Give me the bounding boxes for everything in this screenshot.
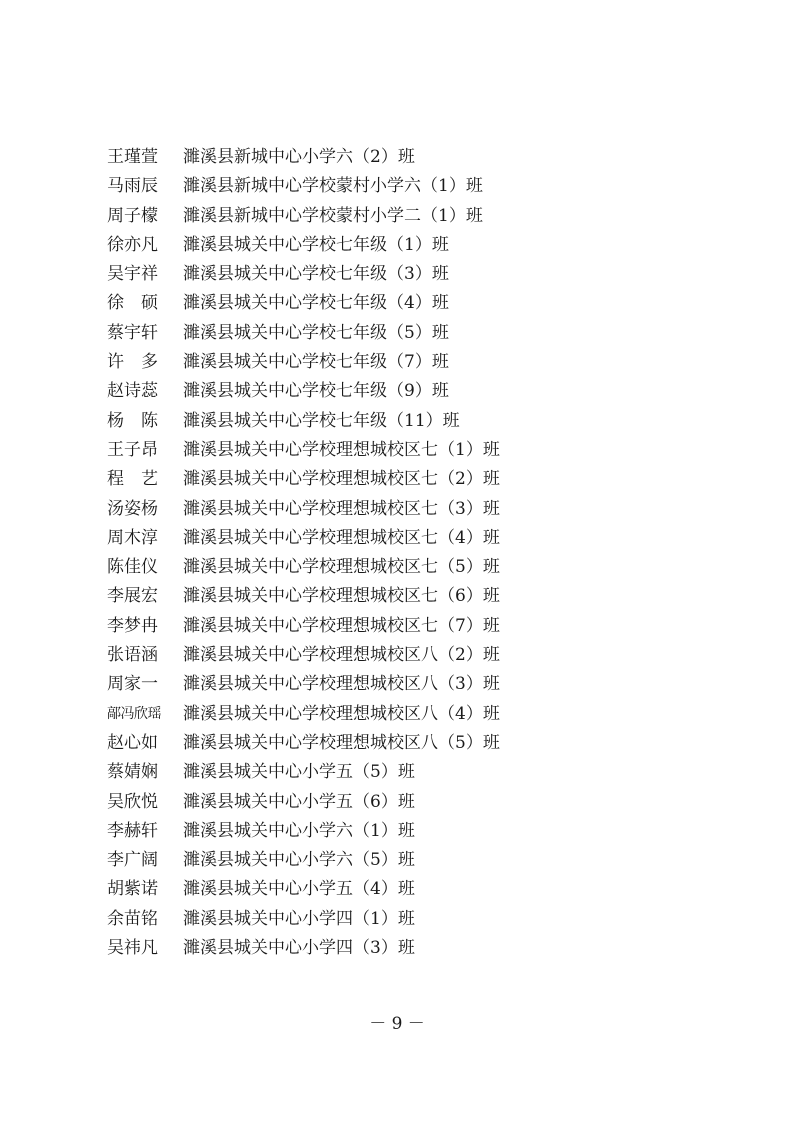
student-name: 王瑾萱 — [107, 147, 158, 167]
school-class: 濉溪县城关中心学校理想城校区七（7）班 — [183, 615, 500, 636]
list-item — [107, 260, 707, 289]
school-class: 濉溪县城关中心学校七年级（7）班 — [183, 352, 449, 373]
list-item — [107, 582, 707, 611]
school-class: 濉溪县城关中心小学五（4）班 — [183, 879, 415, 900]
list-item — [107, 289, 707, 318]
list-item — [107, 465, 707, 494]
student-name: 李广阔 — [107, 850, 158, 871]
list-item — [107, 202, 707, 231]
school-class: 濉溪县城关中心小学五（5）班 — [183, 762, 415, 783]
school-class: 濉溪县城关中心学校七年级（1）班 — [183, 234, 449, 255]
student-name: 杨 陈 — [107, 410, 158, 431]
list-item — [107, 377, 707, 406]
student-name: 蔡婧娴 — [107, 762, 158, 783]
school-class: 濉溪县城关中心学校理想城校区七（3）班 — [183, 498, 500, 519]
list-item — [107, 348, 707, 377]
student-name: 胡紫诺 — [107, 879, 158, 900]
student-name: 周木淳 — [107, 527, 158, 548]
school-class: 濉溪县城关中心学校理想城校区七（2）班 — [183, 469, 500, 490]
list-item — [107, 641, 707, 670]
student-name: 吴祎凡 — [107, 938, 158, 959]
list-item — [107, 934, 707, 963]
list-item — [107, 231, 707, 260]
list-item — [107, 495, 707, 524]
list-item — [107, 846, 707, 875]
school-class: 濉溪县城关中心学校七年级（5）班 — [183, 322, 449, 343]
student-name: 赵诗蕊 — [107, 381, 158, 402]
school-class: 濉溪县城关中心学校理想城校区八（2）班 — [183, 645, 500, 666]
student-name: 程 艺 — [107, 469, 158, 490]
list-item — [107, 553, 707, 582]
student-name: 吴宇祥 — [107, 264, 158, 285]
list-item — [107, 700, 707, 729]
student-name: 李梦冉 — [107, 615, 158, 636]
list-item — [107, 905, 707, 934]
school-class: 濉溪县城关中心小学四（3）班 — [183, 938, 415, 959]
student-name: 许 多 — [107, 352, 158, 373]
list-item — [107, 524, 707, 553]
student-name: 徐亦凡 — [107, 234, 158, 255]
student-name: 吴欣悦 — [107, 791, 158, 812]
page-number: － 9 － — [369, 1014, 425, 1034]
school-class: 濉溪县城关中心小学六（5）班 — [183, 850, 415, 871]
list-item — [107, 729, 707, 758]
school-class: 濉溪县城关中心小学六（1）班 — [183, 820, 415, 841]
school-class: 濉溪县城关中心学校理想城校区八（4）班 — [183, 703, 500, 724]
school-class: 濉溪县城关中心学校七年级（11）班 — [183, 410, 460, 431]
list-item — [107, 612, 707, 641]
school-class: 濉溪县城关中心学校七年级（4）班 — [183, 293, 449, 314]
student-name: 周子檬 — [107, 205, 158, 226]
school-class: 濉溪县城关中心学校理想城校区八（3）班 — [183, 674, 500, 695]
school-class: 濉溪县新城中心学校蒙村小学六（1）班 — [183, 176, 483, 197]
list-item — [107, 817, 707, 846]
school-class: 濉溪县新城中心小学六（2）班 — [183, 147, 415, 167]
school-class: 濉溪县城关中心学校理想城校区七（1）班 — [183, 439, 500, 460]
school-class: 濉溪县城关中心学校理想城校区七（5）班 — [183, 557, 500, 578]
school-class: 濉溪县城关中心学校七年级（3）班 — [183, 264, 449, 285]
school-class: 濉溪县城关中心小学五（6）班 — [183, 791, 415, 812]
school-class: 濉溪县城关中心学校理想城校区七（4）班 — [183, 527, 500, 548]
student-name: 李展宏 — [107, 586, 158, 607]
student-name: 赵心如 — [107, 732, 158, 753]
list-item — [107, 788, 707, 817]
list-item — [107, 172, 707, 201]
student-name: 余苗铭 — [107, 908, 158, 929]
list-item — [107, 143, 707, 172]
student-name: 鄗冯欣瑶 — [107, 705, 161, 722]
school-class: 濉溪县新城中心学校蒙村小学二（1）班 — [183, 205, 483, 226]
school-class: 濉溪县城关中心小学四（1）班 — [183, 908, 415, 929]
school-class: 濉溪县城关中心学校理想城校区八（5）班 — [183, 732, 500, 753]
school-class: 濉溪县城关中心学校理想城校区七（6）班 — [183, 586, 500, 607]
list-item — [107, 436, 707, 465]
list-item — [107, 407, 707, 436]
student-name: 汤姿杨 — [107, 498, 158, 519]
student-name: 周家一 — [107, 674, 158, 695]
list-item — [107, 670, 707, 699]
list-item — [107, 875, 707, 904]
student-name: 张语涵 — [107, 645, 158, 666]
student-name: 王子昂 — [107, 439, 158, 460]
student-name: 蔡宇轩 — [107, 322, 158, 343]
school-class: 濉溪县城关中心学校七年级（9）班 — [183, 381, 449, 402]
student-name: 马雨辰 — [107, 176, 158, 197]
list-item — [107, 319, 707, 348]
student-name: 徐 硕 — [107, 293, 158, 314]
student-name: 陈佳仪 — [107, 557, 158, 578]
list-item — [107, 758, 707, 787]
student-list — [107, 143, 707, 963]
student-name: 李赫轩 — [107, 820, 158, 841]
